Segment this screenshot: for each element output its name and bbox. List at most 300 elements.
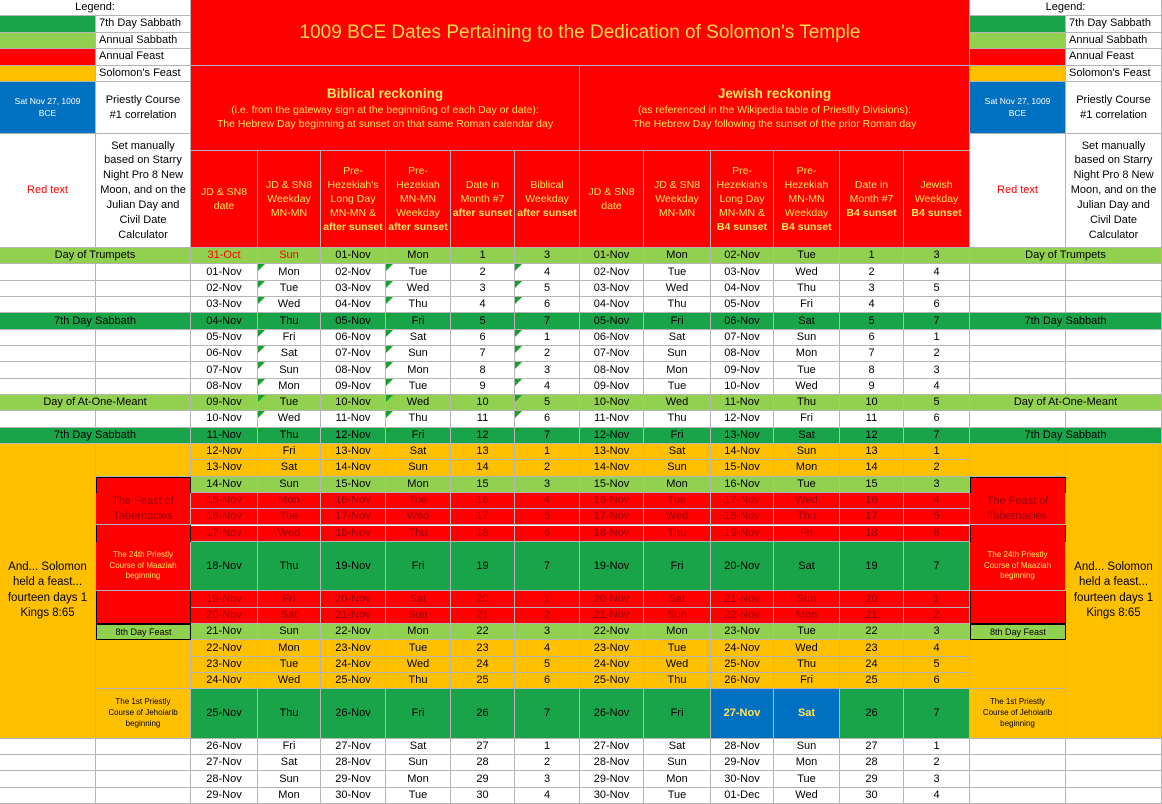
row-cell: 15 <box>840 477 904 493</box>
row-cell: 28-Nov <box>321 755 386 771</box>
jewish-header-sub2: The Hebrew Day following the sunset of the prior Roman day <box>632 118 917 131</box>
row-cell: Sun <box>258 477 321 493</box>
row-cell: 01-Nov <box>191 264 258 280</box>
row-cell: 05-Nov <box>580 313 644 329</box>
row-cell: 20 <box>451 591 515 607</box>
column-header <box>191 151 258 248</box>
row-cell: 24 <box>451 657 515 673</box>
row-cell: 26-Nov <box>321 689 386 738</box>
correlation-date: Sat Nov 27, 1009 BCE <box>0 82 96 134</box>
row-cell: Tue <box>644 493 711 509</box>
row-cell: 02-Nov <box>711 248 774 264</box>
row-cell: Thu <box>644 411 711 427</box>
row-cell: 2 <box>515 608 580 624</box>
column-header-line: JD & SN8 <box>200 185 248 198</box>
row-cell: 2 <box>904 460 970 476</box>
row-cell: 5 <box>515 395 580 411</box>
column-header <box>321 151 386 248</box>
row-cell: 29 <box>451 771 515 787</box>
cell <box>96 264 191 280</box>
row-cell: 27-Nov <box>711 689 774 738</box>
row-cell: Thu <box>644 297 711 313</box>
row-cell: Wed <box>386 395 451 411</box>
row-cell: 17-Nov <box>191 526 258 542</box>
row-cell: 9 <box>840 379 904 395</box>
column-header-line: Long Day <box>719 192 765 205</box>
row-cell: 07-Nov <box>580 346 644 362</box>
row-cell: 14-Nov <box>711 444 774 460</box>
row-cell: Tue <box>386 264 451 280</box>
cell <box>96 771 191 787</box>
row-cell: Wed <box>258 673 321 689</box>
row-cell: Wed <box>386 509 451 525</box>
legend-item-label: Annual Sabbath <box>96 33 191 50</box>
row-cell: Mon <box>258 788 321 804</box>
cell <box>96 755 191 771</box>
row-cell: 02-Nov <box>191 281 258 297</box>
row-cell: Tue <box>258 395 321 411</box>
column-header <box>711 151 774 248</box>
row-cell: 30-Nov <box>580 788 644 804</box>
cell <box>1066 771 1162 787</box>
column-header-line: JD & SN8 <box>653 178 701 191</box>
maaziah-label: The 24th Priestly Course of Maaziah beginning <box>970 542 1066 591</box>
row-cell: Sat <box>386 739 451 755</box>
column-header-bold: B4 sunset <box>846 207 897 220</box>
solomon-feast-fill <box>970 444 1066 477</box>
cell <box>970 771 1066 787</box>
column-header-bold: after sunset <box>452 207 513 220</box>
solomon-feast-fill <box>96 444 191 477</box>
cell <box>0 755 96 771</box>
biblical-header <box>191 66 580 151</box>
row-cell: 6 <box>904 526 970 542</box>
row-cell: 09-Nov <box>321 379 386 395</box>
cell <box>970 346 1066 362</box>
row-cell: 6 <box>904 297 970 313</box>
row-cell: 7 <box>904 313 970 329</box>
row-cell: Thu <box>386 297 451 313</box>
row-cell: 1 <box>840 248 904 264</box>
column-header-bold: B4 sunset <box>716 221 768 234</box>
row-cell: 6 <box>904 411 970 427</box>
row-cell: 18-Nov <box>711 509 774 525</box>
row-cell: Tue <box>774 771 840 787</box>
row-cell: Thu <box>774 657 840 673</box>
row-cell: Thu <box>386 673 451 689</box>
biblical-header-title: Biblical reckoning <box>326 85 444 101</box>
row-cell: 22 <box>840 624 904 640</box>
row-cell: 15-Nov <box>580 477 644 493</box>
row-cell: 10 <box>840 395 904 411</box>
row-cell: 5 <box>515 509 580 525</box>
cell <box>0 788 96 804</box>
row-cell: Sun <box>644 460 711 476</box>
row-cell: 07-Nov <box>321 346 386 362</box>
correlation-date: Sat Nov 27, 1009 BCE <box>970 82 1066 134</box>
row-cell: 22-Nov <box>711 608 774 624</box>
column-header-line: Weekday <box>267 192 311 205</box>
column-header-line: Month #7 <box>460 192 505 205</box>
row-cell: 2 <box>451 264 515 280</box>
cell <box>1066 788 1162 804</box>
manual-note: Set manually based on Starry Night Pro 8 New Moon, and on the Julian Day and Civil Date Calculator <box>96 134 191 248</box>
column-header-line: Weekday <box>396 207 440 220</box>
row-cell: Mon <box>774 608 840 624</box>
row-cell: 14 <box>840 460 904 476</box>
row-cell: 04-Nov <box>321 297 386 313</box>
row-cell: 04-Nov <box>580 297 644 313</box>
row-cell: 17-Nov <box>580 509 644 525</box>
row-cell: 5 <box>904 657 970 673</box>
row-cell: Sun <box>258 248 321 264</box>
column-header-line: Pre- <box>343 164 363 177</box>
cell <box>970 411 1066 427</box>
cell <box>0 739 96 755</box>
column-header-line: Date in <box>465 178 500 191</box>
column-header-line: Weekday <box>914 192 959 205</box>
row-cell: 4 <box>904 379 970 395</box>
row-cell: Wed <box>386 281 451 297</box>
row-cell: 20-Nov <box>321 591 386 607</box>
row-cell: 11-Nov <box>191 428 258 444</box>
row-cell: Fri <box>258 591 321 607</box>
cell <box>96 411 191 427</box>
legend-item-label: Solomon's Feast <box>1066 66 1162 83</box>
cell <box>970 739 1066 755</box>
row-cell: Sun <box>386 346 451 362</box>
row-cell: 12-Nov <box>191 444 258 460</box>
row-cell: 28-Nov <box>191 771 258 787</box>
row-cell: Fri <box>774 411 840 427</box>
row-cell: Wed <box>774 264 840 280</box>
column-header-bold: after sunset <box>517 207 577 220</box>
row-cell: Fri <box>386 428 451 444</box>
row-cell: Sun <box>386 460 451 476</box>
row-label-left: 7th Day Sabbath <box>0 428 191 444</box>
column-header-line: Biblical <box>530 178 564 191</box>
legend-label: Legend: <box>970 0 1162 16</box>
column-header-line: Pre- <box>732 164 752 177</box>
column-header-line: MN-MN <box>788 192 825 205</box>
row-cell: 7 <box>840 346 904 362</box>
row-label-right: Day of At-One-Meant <box>970 395 1162 411</box>
tabernacles-label: The Feast of Tabernacles <box>970 493 1066 526</box>
column-header-line: Hezekiah's <box>327 178 379 191</box>
row-cell: Sat <box>774 542 840 591</box>
row-cell: 18 <box>451 526 515 542</box>
row-cell: 03-Nov <box>321 281 386 297</box>
row-cell: Sat <box>386 330 451 346</box>
row-cell: Wed <box>386 657 451 673</box>
row-cell: 28-Nov <box>711 739 774 755</box>
row-cell: 24-Nov <box>191 673 258 689</box>
row-cell: Wed <box>644 509 711 525</box>
row-cell: 21 <box>451 608 515 624</box>
row-cell: Mon <box>644 362 711 378</box>
row-cell: 1 <box>904 591 970 607</box>
legend-item-label: Annual Feast <box>1066 49 1162 66</box>
cell <box>0 771 96 787</box>
row-cell: 4 <box>451 297 515 313</box>
row-cell: 7 <box>904 542 970 591</box>
row-cell: 10-Nov <box>711 379 774 395</box>
column-header <box>258 151 321 248</box>
row-cell: Sat <box>386 591 451 607</box>
row-cell: Mon <box>386 362 451 378</box>
row-cell: Mon <box>386 624 451 640</box>
row-cell: 1 <box>515 739 580 755</box>
row-cell: 15-Nov <box>321 477 386 493</box>
row-cell: 23 <box>451 640 515 656</box>
row-cell: 19-Nov <box>580 542 644 591</box>
legend-swatch <box>970 66 1066 83</box>
row-cell: Fri <box>644 313 711 329</box>
row-cell: 4 <box>840 297 904 313</box>
row-cell: Tue <box>644 788 711 804</box>
row-cell: Sun <box>774 739 840 755</box>
row-label-right: 7th Day Sabbath <box>970 313 1162 329</box>
row-cell: 20-Nov <box>580 591 644 607</box>
row-cell: Mon <box>386 771 451 787</box>
cell <box>0 264 96 280</box>
row-cell: 7 <box>515 313 580 329</box>
cell <box>96 362 191 378</box>
row-cell: 08-Nov <box>580 362 644 378</box>
row-cell: 16 <box>840 493 904 509</box>
row-cell: Sun <box>774 591 840 607</box>
row-cell: 22-Nov <box>321 624 386 640</box>
solomon-feast-fill <box>96 640 191 689</box>
row-cell: 06-Nov <box>191 346 258 362</box>
row-cell: 04-Nov <box>711 281 774 297</box>
row-cell: 26 <box>840 689 904 738</box>
row-cell: Sun <box>644 608 711 624</box>
row-cell: Wed <box>774 788 840 804</box>
row-cell: 25-Nov <box>711 657 774 673</box>
row-cell: 07-Nov <box>711 330 774 346</box>
legend-swatch <box>0 33 96 50</box>
column-header <box>451 151 515 248</box>
biblical-header-sub1: (i.e. from the gateway sign at the beginni6ng of each Day or date): <box>231 103 539 116</box>
row-cell: Wed <box>774 640 840 656</box>
cell <box>1066 362 1162 378</box>
jewish-header-sub1: (as referenced in the Wikipedia table of Priestlly Divisions): <box>637 103 912 116</box>
row-cell: 3 <box>904 248 970 264</box>
row-cell: 4 <box>515 264 580 280</box>
column-header <box>840 151 904 248</box>
column-header-line: JD & SN8 <box>265 178 313 191</box>
column-header-line: Pre- <box>796 164 817 177</box>
row-cell: 3 <box>515 771 580 787</box>
row-cell: 9 <box>451 379 515 395</box>
manual-note: Set manually based on Starry Night Pro 8 New Moon, and on the Julian Day and Civil Date Calculator <box>1066 134 1162 248</box>
row-cell: 15-Nov <box>191 493 258 509</box>
row-cell: 3 <box>904 771 970 787</box>
row-cell: 27 <box>451 739 515 755</box>
row-cell: 27-Nov <box>191 755 258 771</box>
row-cell: 28-Nov <box>580 755 644 771</box>
row-cell: Thu <box>644 673 711 689</box>
row-cell: 30-Nov <box>711 771 774 787</box>
row-cell: 30 <box>451 788 515 804</box>
cell <box>1066 330 1162 346</box>
row-cell: 10-Nov <box>321 395 386 411</box>
row-cell: 26-Nov <box>191 739 258 755</box>
row-cell: 5 <box>515 657 580 673</box>
row-cell: Mon <box>258 640 321 656</box>
row-cell: 4 <box>515 788 580 804</box>
row-cell: 23-Nov <box>321 640 386 656</box>
row-cell: 17-Nov <box>321 509 386 525</box>
cell <box>1066 264 1162 280</box>
row-cell: Sat <box>644 739 711 755</box>
row-cell: Tue <box>774 362 840 378</box>
row-cell: 29-Nov <box>580 771 644 787</box>
row-cell: Sun <box>258 771 321 787</box>
row-cell: 17 <box>451 509 515 525</box>
row-cell: Thu <box>258 542 321 591</box>
row-cell: Wed <box>774 493 840 509</box>
row-cell: 08-Nov <box>321 362 386 378</box>
cell <box>1066 755 1162 771</box>
row-cell: 16 <box>451 493 515 509</box>
row-cell: Tue <box>774 248 840 264</box>
correlation-text: Priestly Course #1 correlation <box>1066 82 1162 134</box>
column-header <box>904 151 970 248</box>
row-cell: 19 <box>840 542 904 591</box>
row-cell: Mon <box>774 755 840 771</box>
row-cell: Tue <box>258 657 321 673</box>
row-cell: 03-Nov <box>580 281 644 297</box>
legend-item-label: Annual Sabbath <box>1066 33 1162 50</box>
eighth-day-feast-label: 8th Day Feast <box>96 624 191 640</box>
row-cell: 09-Nov <box>191 395 258 411</box>
row-cell: 23-Nov <box>580 640 644 656</box>
red-text-legend: Red text <box>970 134 1066 248</box>
row-cell: 15 <box>451 477 515 493</box>
row-cell: Sat <box>258 608 321 624</box>
column-header <box>580 151 644 248</box>
row-cell: 10 <box>451 395 515 411</box>
cell <box>970 330 1066 346</box>
cell <box>96 788 191 804</box>
row-cell: 25-Nov <box>191 689 258 738</box>
row-cell: Fri <box>774 297 840 313</box>
cell <box>96 379 191 395</box>
column-header-line: Long Day <box>330 192 376 205</box>
legend-swatch <box>0 66 96 83</box>
row-cell: Tue <box>774 477 840 493</box>
row-cell: 25 <box>451 673 515 689</box>
row-cell: 01-Dec <box>711 788 774 804</box>
row-cell: 6 <box>515 673 580 689</box>
row-cell: 19-Nov <box>191 591 258 607</box>
row-cell: 02-Nov <box>321 264 386 280</box>
row-cell: Sun <box>258 624 321 640</box>
row-cell: 12 <box>451 428 515 444</box>
row-cell: 14-Nov <box>580 460 644 476</box>
row-cell: 31-Oct <box>191 248 258 264</box>
jehoiarib-label: The 1st Priestly Course of Jehoiarib beginning <box>96 689 191 738</box>
cell <box>0 297 96 313</box>
row-cell: Thu <box>258 313 321 329</box>
row-cell: Mon <box>644 477 711 493</box>
row-cell: 24 <box>840 657 904 673</box>
column-header-line: MN-MN <box>658 207 696 220</box>
row-cell: 5 <box>904 509 970 525</box>
row-cell: 26 <box>451 689 515 738</box>
row-cell: Tue <box>386 640 451 656</box>
row-cell: 1 <box>904 330 970 346</box>
row-cell: 11-Nov <box>321 411 386 427</box>
cell <box>970 281 1066 297</box>
cell <box>96 281 191 297</box>
row-cell: 3 <box>904 362 970 378</box>
row-cell: 30-Nov <box>321 788 386 804</box>
cell <box>970 362 1066 378</box>
row-cell: 27-Nov <box>580 739 644 755</box>
row-cell: Wed <box>774 379 840 395</box>
column-header <box>386 151 451 248</box>
row-cell: 16-Nov <box>711 477 774 493</box>
row-cell: Mon <box>258 493 321 509</box>
cell <box>96 297 191 313</box>
row-cell: 16-Nov <box>191 509 258 525</box>
row-cell: 8 <box>840 362 904 378</box>
row-cell: Tue <box>386 493 451 509</box>
row-cell: 7 <box>515 542 580 591</box>
column-header-line: MN-MN <box>270 207 308 220</box>
row-cell: Tue <box>644 264 711 280</box>
row-cell: 07-Nov <box>191 362 258 378</box>
row-cell: 15-Nov <box>711 460 774 476</box>
row-cell: Sat <box>258 460 321 476</box>
row-cell: 2 <box>904 608 970 624</box>
row-cell: Thu <box>644 526 711 542</box>
row-cell: 22-Nov <box>580 624 644 640</box>
row-cell: 13 <box>840 444 904 460</box>
row-cell: 7 <box>515 689 580 738</box>
cell <box>970 755 1066 771</box>
row-cell: Mon <box>644 771 711 787</box>
row-cell: 12 <box>840 428 904 444</box>
row-cell: 11-Nov <box>580 411 644 427</box>
row-cell: 5 <box>904 281 970 297</box>
row-cell: 4 <box>904 788 970 804</box>
jewish-header <box>580 66 970 151</box>
cell <box>1066 739 1162 755</box>
row-cell: Wed <box>258 297 321 313</box>
row-cell: Wed <box>258 411 321 427</box>
legend-label: Legend: <box>0 0 191 16</box>
row-cell: 20-Nov <box>711 542 774 591</box>
row-cell: Fri <box>386 689 451 738</box>
row-cell: Wed <box>644 281 711 297</box>
row-cell: Tue <box>644 379 711 395</box>
column-header-line: Weekday <box>784 207 829 220</box>
row-cell: 25-Nov <box>580 673 644 689</box>
row-cell: 1 <box>904 739 970 755</box>
row-cell: Tue <box>258 509 321 525</box>
column-header-line: date <box>213 200 235 212</box>
column-header-line: Hezekiah <box>396 178 440 191</box>
cell <box>96 346 191 362</box>
row-label-left: 7th Day Sabbath <box>0 313 191 329</box>
row-cell: 7 <box>515 428 580 444</box>
row-cell: 14-Nov <box>191 477 258 493</box>
row-cell: 2 <box>515 755 580 771</box>
